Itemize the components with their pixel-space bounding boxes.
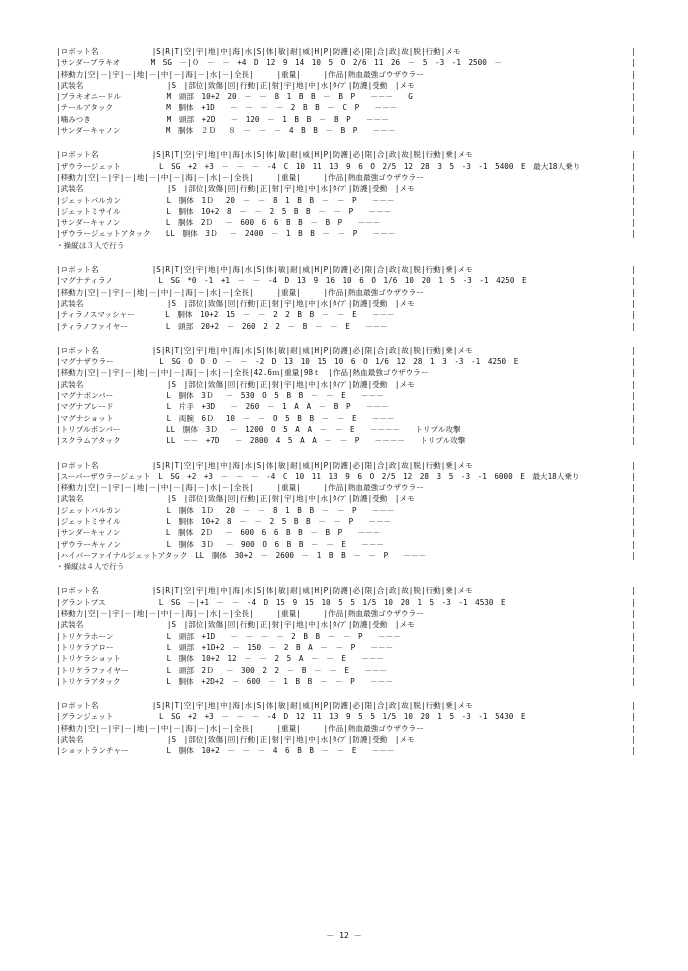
stat-header-row [56, 585, 636, 596]
weapon-row [56, 653, 636, 664]
table-border: | [631, 298, 636, 308]
robot-stat-row [56, 275, 636, 286]
table-border: | [631, 609, 636, 619]
weapon-header-row [56, 80, 636, 91]
table-border: | [631, 746, 636, 756]
row-text: |武装名 |S |部位|致傷|回|行動|正|射|宇|地|中|水|ﾀｲﾌﾟ|防護|受動 |メモ [56, 184, 415, 194]
row-text: |ティラノスマッシャー L 胴体 10+2 15 － － 2 2 B B － － E －－－ [56, 310, 395, 320]
table-border: | [631, 379, 636, 389]
row-text: |ロボット名 |S|R|T|空|宇|地|中|海|水|S|体|敏|耐|威|H|P|防護|必|限|合|政|故|脱|行動|乗|メモ [56, 345, 473, 355]
weapon-row [56, 102, 636, 113]
table-border: | [631, 265, 636, 275]
table-border: | [631, 424, 636, 434]
row-text: |移動力|空|－|宇|－|地|－|中|－|海|－|水|－|全長| |重量| |作品|熱血最強ゴウザウラー [56, 172, 424, 182]
row-text: |ロボット名 |S|R|T|空|宇|地|中|海|水|S|体|敏|耐|威|H|P|防護|必|限|合|政|故|脱|行動|乗|メモ [56, 150, 473, 160]
robot-stat-block [56, 149, 636, 251]
weapon-row [56, 390, 636, 401]
table-border: | [631, 723, 636, 733]
note-text: ・操縦は３人で行う [56, 240, 125, 250]
movement-row [56, 608, 636, 619]
row-text: |トリケラファイヤー L 頭部 2Ｄ － 300 2 2 － B － － E －－－ [56, 665, 387, 675]
stat-header-row [56, 345, 636, 356]
table-border: | [631, 172, 636, 182]
weapon-row [56, 642, 636, 653]
table-border: | [631, 287, 636, 297]
row-text: |ロボット名 |S|R|T|空|宇|地|中|海|水|S|体|敏|耐|威|H|P|防護|必|限|合|政|故|脱|行動|乗|メモ [56, 701, 473, 711]
row-text: |サンダーキャノン M 胴体 ２Ｄ ８ － － － 4 B B － B P －－－ [56, 126, 396, 136]
table-border: | [631, 368, 636, 378]
weapon-row [56, 550, 636, 561]
row-text: |グラントプス L SG －|+1 － － -4 D 15 9 15 10 5 5 1/5 10 20 1 5 -3 -1 4530 E [56, 597, 506, 607]
row-text: |ロボット名 |S|R|T|空|宇|地|中|海|水|S|体|敏|耐|威|H|P|防護|必|限|合|政|故|脱|行動|乗|メモ [56, 460, 473, 470]
operation-note [56, 561, 636, 572]
row-text: |ザウラージェット L SG +2 +3 － － － -4 C 10 11 13 9 6 O 2/5 12 28 3 5 -3 -1 5400 E 最大18人乗り [56, 161, 581, 171]
row-text: |武装名 |S |部位|致傷|回|行動|正|射|宇|地|中|水|ﾀｲﾌﾟ|防護|受動 |メモ [56, 379, 415, 389]
row-text: |スクラムアタック LL －－ +7D － 2800 4 5 A A － － P －－－－ トリプル攻撃 [56, 436, 466, 446]
table-border: | [631, 539, 636, 549]
row-text: |トリケラアタック L 胴体 +2D+2 － 600 － 1 B B － － P －－－ [56, 676, 393, 686]
stat-header-row [56, 149, 636, 160]
table-border: | [631, 184, 636, 194]
row-text: |トリケラショット L 胴体 10+2 12 － － 2 5 A － － E －－－ [56, 654, 384, 664]
table-border: | [631, 735, 636, 745]
row-text: |ショットランチャー L 胴体 10+2 － － － 4 6 B B － － E －－－ [56, 746, 395, 756]
note-text: ・操縦は４人で行う [56, 562, 125, 572]
row-text: |武装名 |S |部位|致傷|回|行動|正|射|宇|地|中|水|ﾀｲﾌﾟ|防護|受動 |メモ [56, 298, 415, 308]
page-number: － 12 － [326, 931, 362, 940]
movement-row [56, 69, 636, 80]
weapon-header-row [56, 619, 636, 630]
row-text: |ザウラーキャノン L 胴体 3Ｄ － 900 O 6 B B － － E －－－ [56, 539, 384, 549]
table-border: | [631, 80, 636, 90]
table-border: | [631, 276, 636, 286]
table-border: | [631, 597, 636, 607]
row-text: |サンダーブラキオ M SG －|０ － － +4 D 12 9 14 10 5 O 2/6 11 26 － 5 -3 -1 2500 － [56, 58, 502, 68]
robot-stat-block [56, 585, 636, 687]
table-border: | [631, 494, 636, 504]
row-text: |サンダーキャノン L 胴体 2Ｄ － 600 6 6 B B － B P －－－ [56, 528, 381, 538]
weapon-row [56, 516, 636, 527]
table-border: | [631, 357, 636, 367]
table-border: | [631, 391, 636, 401]
table-border: | [631, 483, 636, 493]
row-text: |テールアタック M 胴体 +1D － － － － 2 B B － C P －－－ [56, 103, 398, 113]
weapon-row [56, 309, 636, 320]
table-border: | [631, 436, 636, 446]
weapon-row [56, 745, 636, 756]
table-border: | [631, 92, 636, 102]
table-border: | [631, 229, 636, 239]
row-text: |マグナショット L 両腕 6Ｄ 10 － － O 5 B B － － E －－－ [56, 413, 395, 423]
row-text: |ティラノファイヤー L 頭部 20+2 － 260 2 2 － B － － E －－－ [56, 321, 388, 331]
weapon-header-row [56, 183, 636, 194]
table-border: | [631, 103, 636, 113]
table-border: | [631, 402, 636, 412]
robot-stat-row [56, 471, 636, 482]
weapon-row [56, 505, 636, 516]
weapon-row [56, 91, 636, 102]
row-text: |マグナザウラー L SG O O O － － -2 D 13 10 15 10 6 O 1/6 12 28 1 3 -3 -1 4250 E [56, 357, 519, 367]
weapon-row [56, 321, 636, 332]
stat-header-row [56, 46, 636, 57]
robot-stat-block [56, 264, 636, 332]
robot-stat-row [56, 356, 636, 367]
table-border: | [631, 69, 636, 79]
table-border: | [631, 206, 636, 216]
row-text: |武装名 |S |部位|致傷|回|行動|正|射|宇|地|中|水|ﾀｲﾌﾟ|防護|受動 |メモ [56, 620, 415, 630]
robot-stat-block [56, 700, 636, 756]
table-border: | [631, 321, 636, 331]
row-text: |移動力|空|－|宇|－|地|－|中|－|海|－|水|－|全長| |重量| |作品|熱血最強ゴウザウラー [56, 69, 424, 79]
row-text: |ブラキオニードル M 頭部 10+2 20 － － 8 1 B B － B P －－－ G [56, 92, 413, 102]
row-text: |トリケラホーン L 頭部 +1D － － － － 2 B B － － P －－－ [56, 631, 401, 641]
row-text: |サンダーキャノン L 胴体 2Ｄ － 600 6 6 B B － B P －－－ [56, 218, 381, 228]
row-text: |マグナティラノ L SG *0 -1 +1 － － -4 D 13 9 16 10 6 O 1/6 10 20 1 5 -3 -1 4250 E [56, 276, 527, 286]
table-border: | [631, 586, 636, 596]
robot-stat-row [56, 711, 636, 722]
row-text: |グランジェット L SG +2 +3 － － － -4 D 12 11 13 9 5 5 1/5 10 20 1 5 -3 -1 5430 E [56, 712, 526, 722]
table-border: | [631, 413, 636, 423]
row-text: |トリプルボンバー LL 胴体 3Ｄ － 1200 O 5 A A － － E －－－－ トリプル攻撃 [56, 424, 461, 434]
row-text: |噛みつき M 頭部 +2D － 120 － 1 B B － B P －－－ [56, 114, 389, 124]
row-text: |トリケラアロー L 頭部 +1D+2 － 150 － 2 B A － － P －－－ [56, 642, 394, 652]
operation-note [56, 240, 636, 251]
row-text: |ザウラージェットアタック LL 胴体 3Ｄ － 2400 － 1 B B － － P －－－ [56, 229, 396, 239]
row-text: |武装名 |S |部位|致傷|回|行動|正|射|宇|地|中|水|ﾀｲﾌﾟ|防護|受動 |メモ [56, 494, 415, 504]
table-border: | [631, 126, 636, 136]
weapon-row [56, 539, 636, 550]
row-text: |移動力|空|－|宇|－|地|－|中|－|海|－|水|－|全長| |重量| |作品|熱血最強ゴウザウラー [56, 723, 424, 733]
row-text: |ロボット名 |S|R|T|空|宇|地|中|海|水|S|体|敏|耐|威|H|P|防護|必|限|合|政|故|脱|行動|乗|メモ [56, 265, 473, 275]
table-border: | [631, 631, 636, 641]
row-text: |マグナブレード L 片手 +3D － 260 － 1 A A － B P －－－ [56, 402, 389, 412]
stat-header-row [56, 264, 636, 275]
table-border: | [631, 712, 636, 722]
table-border: | [631, 550, 636, 560]
row-text: |ジェットミサイル L 胴体 10+2 8 － － 2 5 B B － － P －－－ [56, 516, 392, 526]
weapon-row [56, 631, 636, 642]
weapon-row [56, 424, 636, 435]
table-border: | [631, 471, 636, 481]
weapon-row [56, 676, 636, 687]
table-border: | [631, 47, 636, 56]
weapon-row [56, 413, 636, 424]
row-text: |武装名 |S |部位|致傷|回|行動|正|射|宇|地|中|水|ﾀｲﾌﾟ|防護|受動 |メモ [56, 735, 415, 745]
robot-stat-row [56, 161, 636, 172]
robot-stat-block [56, 345, 636, 447]
row-text: |ジェットバルカン L 胴体 1Ｄ 20 － － 8 1 B B － － P －－－ [56, 195, 395, 205]
robot-stat-block [56, 46, 636, 136]
weapon-header-row [56, 298, 636, 309]
table-border: | [631, 620, 636, 630]
table-border: | [631, 460, 636, 470]
robot-stat-row [56, 597, 636, 608]
weapon-row [56, 114, 636, 125]
table-border: | [631, 195, 636, 205]
robot-stat-block [56, 460, 636, 573]
table-border: | [631, 161, 636, 171]
movement-row [56, 287, 636, 298]
row-text: |ジェットバルカン L 胴体 1Ｄ 20 － － 8 1 B B － － P －－－ [56, 505, 395, 515]
row-text: |ハイパーファイナルジェットアタック LL 胴体 30+2 － 2600 － 1 B B － － P －－－ [56, 550, 427, 560]
table-border: | [631, 310, 636, 320]
weapon-header-row [56, 493, 636, 504]
weapon-row [56, 206, 636, 217]
weapon-row [56, 228, 636, 239]
table-border: | [631, 58, 636, 68]
weapon-header-row [56, 734, 636, 745]
table-border: | [631, 665, 636, 675]
weapon-row [56, 435, 636, 446]
weapon-row [56, 195, 636, 206]
weapon-row [56, 217, 636, 228]
row-text: |移動力|空|－|宇|－|地|－|中|－|海|－|水|－|全長| |重量| |作品|熱血最強ゴウザウラー [56, 483, 424, 493]
weapon-row [56, 401, 636, 412]
row-text: |移動力|空|－|宇|－|地|－|中|－|海|－|水|－|全長| |重量| |作品|熱血最強ゴウザウラー [56, 287, 424, 297]
movement-row [56, 723, 636, 734]
weapon-header-row [56, 379, 636, 390]
table-border: | [631, 505, 636, 515]
movement-row [56, 172, 636, 183]
row-text: |移動力|空|－|宇|－|地|－|中|－|海|－|水|－|全長| |重量| |作品|熱血最強ゴウザウラー [56, 609, 424, 619]
table-border: | [631, 642, 636, 652]
table-border: | [631, 345, 636, 355]
table-border: | [631, 528, 636, 538]
stat-header-row [56, 700, 636, 711]
row-text: |ロボット名 |S|R|T|空|宇|地|中|海|水|S|体|敏|耐|威|H|P|防護|必|限|合|政|故|脱|行動|メモ [56, 47, 461, 56]
row-text: |マグナボンバー L 胴体 3Ｄ － 530 O 5 B B － － E －－－ [56, 391, 384, 401]
weapon-row [56, 527, 636, 538]
weapon-row [56, 125, 636, 136]
row-text: |スーパーザウラージェット L SG +2 +3 － － － -4 C 10 11 13 9 6 O 2/5 12 28 3 5 -3 -1 6000 E 最大18人乗り [56, 471, 580, 481]
table-border: | [631, 150, 636, 160]
table-border: | [631, 654, 636, 664]
table-border: | [631, 218, 636, 228]
table-border: | [631, 676, 636, 686]
movement-row [56, 482, 636, 493]
movement-row [56, 367, 636, 378]
table-border: | [631, 516, 636, 526]
stat-header-row [56, 460, 636, 471]
robot-stat-row [56, 57, 636, 68]
table-border: | [631, 701, 636, 711]
table-border: | [631, 114, 636, 124]
row-text: |ロボット名 |S|R|T|空|宇|地|中|海|水|S|体|敏|耐|威|H|P|防護|必|限|合|政|故|脱|行動|乗|メモ [56, 586, 473, 596]
robot-stat-sheet [56, 46, 636, 770]
row-text: |ジェットミサイル L 胴体 10+2 8 － － 2 5 B B － － P －－－ [56, 206, 392, 216]
row-text: |移動力|空|－|宇|－|地|－|中|－|海|－|水|－|全長|42.6ｍ|重量|98ｔ |作品|熱血最強ゴウザウラー [56, 368, 429, 378]
row-text: |武装名 |S |部位|致傷|回|行動|正|射|宇|地|中|水|ﾀｲﾌﾟ|防護|受動 |メモ [56, 80, 415, 90]
weapon-row [56, 665, 636, 676]
